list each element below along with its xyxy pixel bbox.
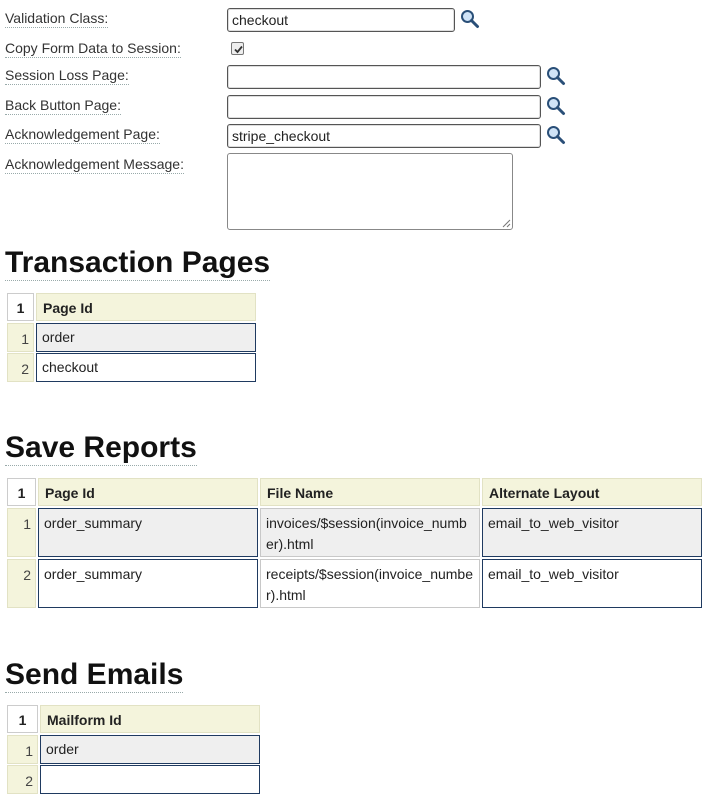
lookup-acknowledgement-page-icon[interactable] [546, 125, 566, 148]
cell-page-id[interactable]: checkout [36, 353, 256, 382]
row-number: 1 [7, 735, 38, 764]
lookup-session-loss-page-icon[interactable] [546, 66, 566, 89]
resize-grip-icon[interactable] [502, 219, 511, 228]
check-mark-icon [232, 43, 245, 56]
session-loss-page-label: Session Loss Page: [5, 67, 129, 83]
row-number: 2 [7, 559, 36, 608]
row-count-indicator: 1 [7, 293, 34, 321]
cell-alternate-layout[interactable]: email_to_web_visitor [482, 559, 702, 608]
column-header-alternate-layout[interactable]: Alternate Layout [482, 478, 702, 506]
lookup-back-button-page-icon[interactable] [546, 96, 566, 119]
cell-mailform-id[interactable]: order [40, 735, 260, 764]
column-header-file-name[interactable]: File Name [260, 478, 480, 506]
acknowledgement-message-textarea[interactable] [227, 153, 513, 230]
save-reports-heading: Save Reports [5, 431, 197, 464]
back-button-page-input[interactable] [227, 95, 541, 119]
lookup-validation-class-icon[interactable] [460, 9, 480, 32]
session-loss-page-input[interactable] [227, 65, 541, 89]
cell-file-name[interactable]: invoices/$session(invoice_number).html [260, 508, 480, 557]
cell-page-id[interactable]: order_summary [38, 559, 258, 608]
column-header-mailform-id[interactable]: Mailform Id [40, 705, 260, 733]
row-count-indicator: 1 [7, 478, 36, 506]
column-header-page-id[interactable]: Page Id [36, 293, 256, 321]
cell-page-id[interactable]: order_summary [38, 508, 258, 557]
copy-form-data-checkbox[interactable] [231, 42, 244, 55]
acknowledgement-message-label: Acknowledgement Message: [5, 156, 184, 172]
acknowledgement-page-input[interactable]: stripe_checkout [227, 124, 541, 148]
validation-class-input[interactable]: checkout [227, 8, 455, 32]
cell-file-name[interactable]: receipts/$session(invoice_number).html [260, 559, 480, 608]
cell-alternate-layout[interactable]: email_to_web_visitor [482, 508, 702, 557]
cell-page-id[interactable]: order [36, 323, 256, 352]
row-count-indicator: 1 [7, 705, 38, 733]
column-header-page-id[interactable]: Page Id [38, 478, 258, 506]
cell-mailform-id[interactable] [40, 765, 260, 794]
validation-class-label: Validation Class: [5, 10, 109, 26]
back-button-page-label: Back Button Page: [5, 97, 121, 113]
copy-form-data-label: Copy Form Data to Session: [5, 40, 181, 56]
send-emails-heading: Send Emails [5, 658, 184, 691]
transaction-pages-heading: Transaction Pages [5, 246, 271, 279]
row-number: 2 [7, 765, 38, 794]
row-number: 1 [7, 323, 34, 352]
row-number: 1 [7, 508, 36, 557]
row-number: 2 [7, 353, 34, 382]
acknowledgement-page-label: Acknowledgement Page: [5, 126, 160, 142]
